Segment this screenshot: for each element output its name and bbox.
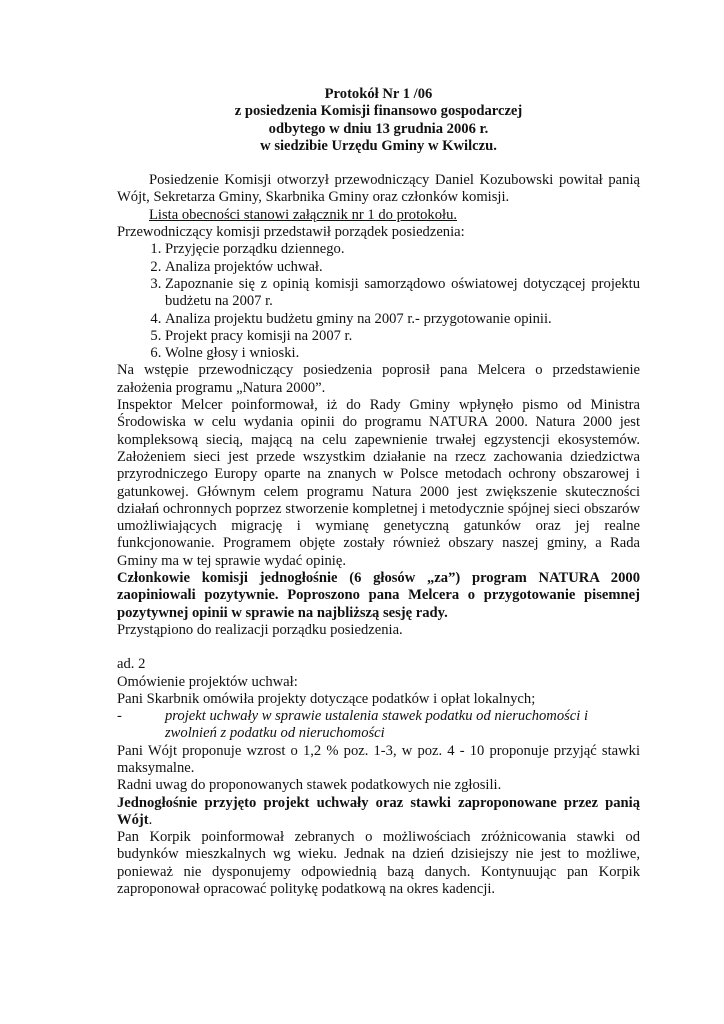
title-line-3: odbytego w dniu 13 grudnia 2006 r. [268,120,489,137]
no-remarks: Radni uwag do proponowanych stawek podatkowych nie zgłosili. [117,777,502,794]
wojt-proposal: Pani Wójt proponuje wzrost o 1,2 % poz. 1-3, w poz. 4 - 10 proponuje przyjąć stawki maksymalne. [117,742,640,776]
title-line-1: Protokół Nr 1 /06 [324,86,433,102]
agenda-intro: Przewodniczący komisji przedstawił porządek posiedzenia: [117,224,465,241]
agenda-item: 6. Wolne głosy i wnioski. [165,345,640,362]
opening-paragraph: Posiedzenie Komisji otworzył przewodniczący Daniel Kozubowski powitał panią Wójt, Sekretarza Gminy, Skarbnika Gminy oraz członków komisji. [117,172,640,206]
agenda-item: 5. Projekt pracy komisji na 2007 r. [165,328,640,345]
skarbnik-statement: Pani Skarbnik omówiła projekty dotyczące podatków i opłat lokalnych; [117,690,536,707]
adoption-statement [117,795,640,830]
natura-request: Na wstępie przewodniczący posiedzenia poprosił pana Melcera o przedstawienie założenia programu „Natura 2000”. [117,362,640,396]
project-item [117,708,640,743]
ad2-label: ad. 2 [117,656,146,673]
agenda-list [117,241,640,362]
agenda-item: 2. Analiza projektów uchwał. [165,259,640,276]
agenda-start: Przystąpiono do realizacji porządku posiedzenia. [117,621,403,638]
project-item-text: projekt uchwały w sprawie ustalenia stawek podatku od nieruchomości i zwolnień z podatku od nieruchomości [165,708,589,742]
adoption-period: . [148,811,153,828]
natura-decision: Członkowie komisji jednogłośnie (6 głosów „za”) program NATURA 2000 zaopiniowali pozytywnie. Poproszono pana Melcera o przygotowanie pisemnej pozytywnej opinii w sprawie na najbliższą sesję rady. [117,570,640,621]
dash-marker: - [117,708,122,725]
agenda-item: 1. Przyjęcie porządku dziennego. [165,241,640,258]
protocol-document [117,86,640,898]
project-list [117,708,640,743]
korpik-statement: Pan Korpik poinformował zebranych o możliwościach zróżnicowania stawki od budynków mieszkalnych wg wieku. Jednak na dzień dzisiejszy nie jest to możliwe, ponieważ nie dysponujemy odpowiednią bazą danych. Kontynuując pan Korpik zaproponował opracować politykę podatkową na okres kadencji. [117,829,640,898]
agenda-item: 3. Zapoznanie się z opinią komisji samorządowo oświatowej dotyczącej projektu budżetu na 2007 r. [165,276,640,311]
adoption-text: Jednogłośnie przyjęto projekt uchwały oraz stawki zaproponowane przez panią Wójt [117,794,640,828]
natura-info: Inspektor Melcer poinformował, iż do Rady Gminy wpłynęło pismo od Ministra Środowiska w celu wydania opinii do programu NATURA 2000. Natura 2000 jest kompleksową siecią, mającą na celu zapewnienie trwałej egzystencji ekosystemów. Założeniem sieci jest przede wszystkim działanie na rzecz zachowania dziedzictwa przyrodniczego Europy oparte na znanych w Polsce metodach ochrony obszarowej i gatunkowej. Głównym celem programu Natura 2000 jest zwiększenie skuteczności działań ochronnych poprzez stworzenie kompletnej i metodycznie spójnej sieci obszarów umożliwiających migrację i wymianę genetyczną gatunków oraz jej realne funkcjonowanie. Programem objęte zostały również obszary naszej gminy, a Rada Gminy ma w tej sprawie wydać opinię. [117,397,640,569]
agenda-item: 4. Analiza projektu budżetu gminy na 2007 r.- przygotowanie opinii. [165,311,640,328]
attendance-note: Lista obecności stanowi załącznik nr 1 do protokołu. [149,206,458,223]
title-line-2: z posiedzenia Komisji finansowo gospodarczej [234,103,523,120]
document-title [117,86,640,155]
ad2-title: Omówienie projektów uchwał: [117,673,298,690]
title-line-4: w siedzibie Urzędu Gminy w Kwilczu. [260,137,497,154]
